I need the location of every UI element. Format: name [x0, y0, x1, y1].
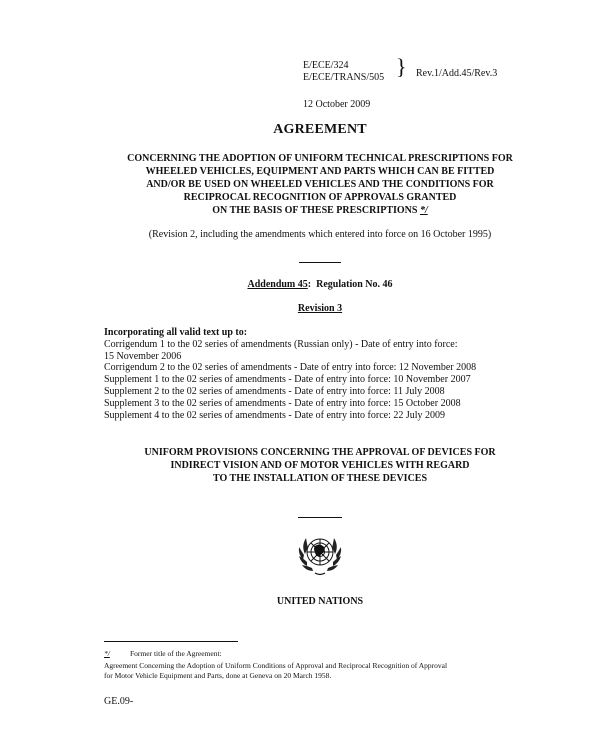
- symbol-brace: }: [396, 54, 407, 79]
- concerning-line-text: ON THE BASIS OF THESE PRESCRIPTIONS: [212, 205, 418, 216]
- addendum-heading: [100, 279, 540, 290]
- incorporated-item: Corrigendum 2 to the 02 series of amendments - Date of entry into force: 12 November 2008: [104, 362, 477, 374]
- concerning-line: WHEELED VEHICLES, EQUIPMENT AND PARTS WHICH CAN BE FITTED: [145, 166, 495, 177]
- job-number: GE.09-: [104, 696, 134, 707]
- footnote-mark: */: [104, 649, 110, 658]
- footnote-divider: [104, 641, 238, 642]
- document-date: 12 October 2009: [303, 99, 371, 110]
- incorporated-item: Supplement 1 to the 02 series of amendments - Date of entry into force: 10 November 2007: [104, 374, 471, 386]
- addendum-separator: :: [307, 279, 312, 290]
- uniform-line: INDIRECT VISION AND OF MOTOR VEHICLES WITH REGARD: [170, 460, 470, 471]
- incorporated-item: Corrigendum 1 to the 02 series of amendments (Russian only) - Date of entry into force:: [104, 338, 458, 350]
- concerning-heading: [100, 152, 540, 217]
- organization-name: UNITED NATIONS: [276, 596, 364, 607]
- footnote: [104, 649, 544, 681]
- incorporated-item: Supplement 3 to the 02 series of amendments - Date of entry into force: 15 October 2008: [104, 397, 461, 409]
- regulation-number: Regulation No. 46: [316, 279, 393, 290]
- revision-reference: Rev.1/Add.45/Rev.3: [416, 68, 498, 79]
- concerning-line: RECIPROCAL RECOGNITION OF APPROVALS GRANTED: [183, 192, 457, 203]
- concerning-line: [100, 204, 540, 217]
- incorporated-texts: [104, 327, 524, 421]
- addendum-label: Addendum 45: [247, 279, 308, 290]
- footnote-text-line: Agreement Concerning the Adoption of Uniform Conditions of Approval and Reciprocal Recognition of Approval: [104, 661, 448, 670]
- revision-note: (Revision 2, including the amendments which entered into force on 16 October 1995): [148, 229, 492, 240]
- divider: [299, 262, 341, 263]
- incorporated-item: Supplement 4 to the 02 series of amendments - Date of entry into force: 22 July 2009: [104, 409, 446, 421]
- uniform-line: TO THE INSTALLATION OF THESE DEVICES: [212, 473, 428, 484]
- uniform-provisions-heading: [100, 446, 540, 485]
- document-symbols: [303, 60, 384, 84]
- incorporated-item: Supplement 2 to the 02 series of amendments - Date of entry into force: 11 July 2008: [104, 385, 445, 397]
- document-symbol-2: E/ECE/TRANS/505: [303, 72, 385, 83]
- footnote-label: Former title of the Agreement:: [130, 649, 222, 658]
- footnote-label-line: [104, 649, 544, 659]
- un-emblem-icon: [295, 530, 345, 580]
- footnote-text-line: for Motor Vehicle Equipment and Parts, done at Geneva on 20 March 1958.: [104, 671, 332, 680]
- incorporated-item: 15 November 2006: [104, 350, 182, 362]
- divider: [298, 517, 342, 518]
- footnote-reference[interactable]: */: [419, 205, 428, 216]
- incorporated-heading: Incorporating all valid text up to:: [104, 327, 248, 338]
- page-title: AGREEMENT: [273, 122, 367, 137]
- revision-heading: Revision 3: [297, 303, 343, 314]
- uniform-line: UNIFORM PROVISIONS CONCERNING THE APPROVAL OF DEVICES FOR: [144, 447, 496, 458]
- concerning-line: CONCERNING THE ADOPTION OF UNIFORM TECHNICAL PRESCRIPTIONS FOR: [127, 153, 513, 164]
- concerning-line: AND/OR BE USED ON WHEELED VEHICLES AND THE CONDITIONS FOR: [146, 179, 494, 190]
- document-symbol-1: E/ECE/324: [303, 60, 349, 71]
